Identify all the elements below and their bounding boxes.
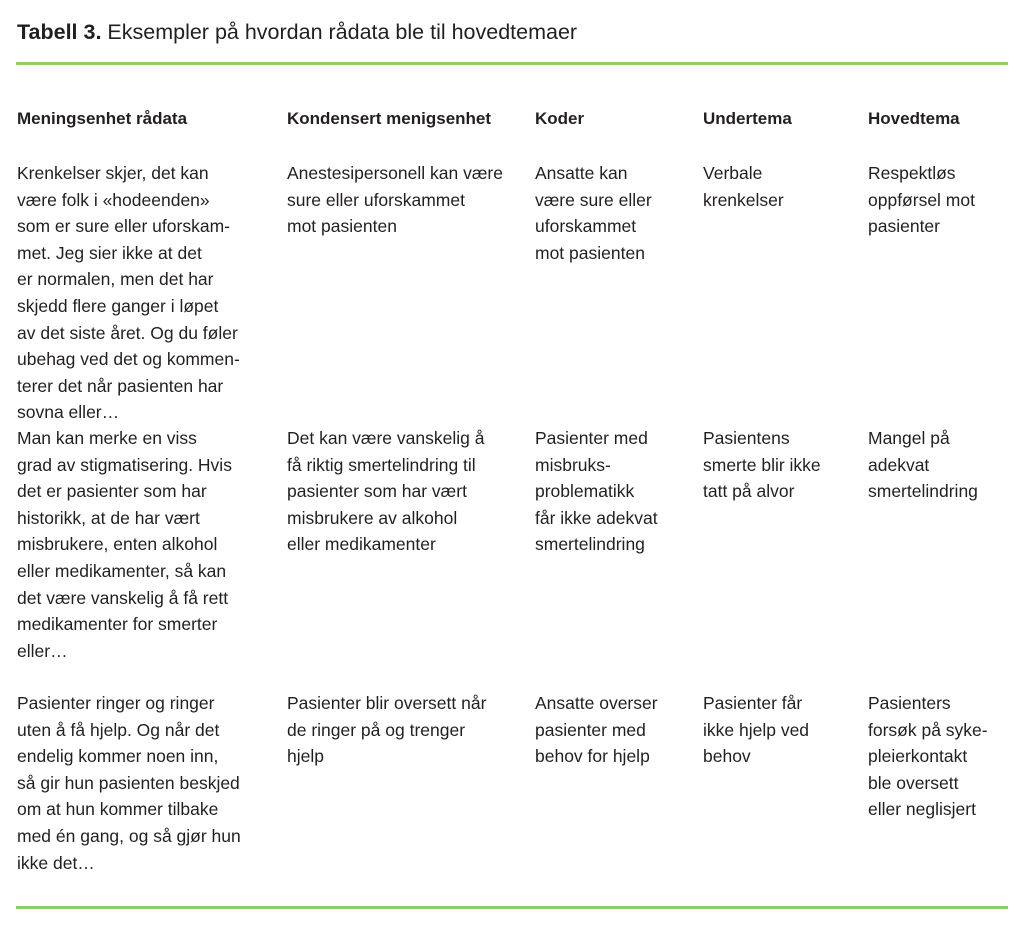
cell-meningsenhet-radata: [17, 690, 265, 876]
cell-text-line: ubehag ved det og kommen-: [17, 349, 240, 370]
cell-koder: [535, 160, 685, 266]
cell-text-line: smerte blir ikke: [703, 454, 821, 475]
cell-hovedtema: [868, 425, 1008, 505]
cell-text-line: endelig kommer noen inn,: [17, 746, 219, 767]
cell-meningsenhet-radata: [17, 425, 265, 664]
cell-hovedtema: [868, 690, 1008, 823]
cell-text-line: uten å få hjelp. Og når det: [17, 719, 220, 740]
cell-kondensert-menigsenhet: [287, 425, 517, 558]
cell-text-line: oppførsel mot: [868, 189, 975, 210]
cell-text-line: Pasienter med: [535, 428, 648, 448]
cell-text-line: pleierkontakt: [868, 746, 968, 767]
table-caption-text: Eksempler på hvordan rådata ble til hovedtemaer: [101, 20, 578, 44]
cell-text-line: historikk, at de har vært: [17, 507, 200, 528]
cell-text-line: tatt på alvor: [703, 481, 795, 502]
cell-text-line: grad av stigmatisering. Hvis: [17, 454, 232, 475]
cell-text-line: medikamenter for smerter: [17, 614, 218, 635]
cell-text-line: Respektløs: [868, 163, 956, 183]
cell-text-line: problematikk: [535, 481, 635, 502]
cell-text-line: sovna eller…: [17, 402, 120, 423]
cell-text-line: eller medikamenter: [287, 534, 436, 555]
cell-text-line: få riktig smertelindring til: [287, 454, 476, 475]
cell-text-line: skjedd flere ganger i løpet: [17, 295, 219, 316]
cell-text-line: mot pasienten: [535, 242, 645, 263]
cell-text-line: ikke det…: [17, 852, 95, 873]
cell-text-line: eller neglisjert: [868, 799, 976, 820]
cell-text-line: adekvat: [868, 454, 930, 475]
cell-text-line: Ansatte kan: [535, 163, 628, 183]
column-header-hovedtema: Hovedtema: [868, 109, 960, 128]
cell-meningsenhet-radata: [17, 160, 265, 426]
cell-text-line: det er pasienter som har: [17, 481, 207, 502]
cell-text-line: pasienter som har vært: [287, 481, 467, 502]
cell-kondensert-menigsenhet: [287, 160, 517, 240]
cell-text-line: Krenkelser skjer, det kan: [17, 163, 209, 183]
cell-text-line: behov for hjelp: [535, 746, 650, 767]
cell-text-line: krenkelser: [703, 189, 784, 210]
cell-text-line: sure eller uforskammet: [287, 189, 465, 210]
cell-text-line: Pasientens: [703, 428, 790, 448]
cell-text-line: smertelindring: [868, 481, 978, 502]
cell-undertema: [703, 690, 853, 770]
cell-text-line: hjelp: [287, 746, 324, 767]
cell-text-line: pasienter med: [535, 719, 646, 740]
cell-text-line: så gir hun pasienten beskjed: [17, 772, 240, 793]
cell-text-line: Man kan merke en viss: [17, 428, 197, 448]
cell-text-line: Mangel på: [868, 428, 950, 448]
cell-text-line: Pasienter får: [703, 693, 803, 713]
table-caption-label: Tabell 3.: [17, 20, 102, 44]
cell-text-line: uforskammet: [535, 216, 637, 237]
cell-text-line: Pasienter ringer og ringer: [17, 693, 215, 713]
cell-text-line: misbrukere av alkohol: [287, 507, 458, 528]
cell-text-line: Det kan være vanskelig å: [287, 428, 485, 448]
cell-text-line: misbruks-: [535, 454, 611, 475]
cell-text-line: med én gang, og så gjør hun: [17, 825, 241, 846]
cell-text-line: får ikke adekvat: [535, 507, 658, 528]
cell-text-line: det være vanskelig å få rett: [17, 587, 229, 608]
cell-undertema: [703, 160, 853, 213]
cell-text-line: være sure eller: [535, 189, 652, 210]
cell-text-line: ikke hjelp ved: [703, 719, 810, 740]
cell-text-line: eller…: [17, 640, 68, 661]
cell-text-line: smertelindring: [535, 534, 645, 555]
column-header-undertema: Undertema: [703, 109, 792, 128]
top-rule: [16, 62, 1008, 65]
cell-text-line: Ansatte overser: [535, 693, 658, 713]
cell-text-line: være folk i «hodeenden»: [17, 189, 210, 210]
cell-text-line: Anestesipersonell kan være: [287, 163, 503, 183]
cell-text-line: er normalen, men det har: [17, 269, 214, 290]
cell-text-line: Pasienters: [868, 693, 951, 713]
column-header-koder: Koder: [535, 109, 585, 128]
cell-text-line: behov: [703, 746, 751, 767]
cell-koder: [535, 690, 685, 770]
bottom-rule: [16, 906, 1008, 909]
cell-text-line: terer det når pasienten har: [17, 375, 224, 396]
cell-koder: [535, 425, 685, 558]
cell-hovedtema: [868, 160, 1008, 240]
table-caption: [17, 18, 997, 46]
cell-text-line: forsøk på syke-: [868, 719, 988, 740]
cell-undertema: [703, 425, 853, 505]
cell-text-line: Verbale: [703, 163, 763, 183]
column-header-kondensert-menigsenhet: Kondensert menigsenhet: [287, 109, 492, 128]
cell-text-line: mot pasienten: [287, 216, 397, 237]
cell-text-line: met. Jeg sier ikke at det: [17, 242, 202, 263]
column-header-meningsenhet-radata: Meningsenhet rådata: [17, 109, 188, 128]
cell-text-line: eller medikamenter, så kan: [17, 560, 227, 581]
cell-text-line: de ringer på og trenger: [287, 719, 466, 740]
cell-text-line: av det siste året. Og du føler: [17, 322, 238, 343]
cell-text-line: om at hun kommer tilbake: [17, 799, 219, 820]
cell-kondensert-menigsenhet: [287, 690, 517, 770]
cell-text-line: pasienter: [868, 216, 940, 237]
cell-text-line: ble oversett: [868, 772, 959, 793]
cell-text-line: som er sure eller uforskam-: [17, 216, 230, 237]
cell-text-line: misbrukere, enten alkohol: [17, 534, 218, 555]
cell-text-line: Pasienter blir oversett når: [287, 693, 487, 713]
